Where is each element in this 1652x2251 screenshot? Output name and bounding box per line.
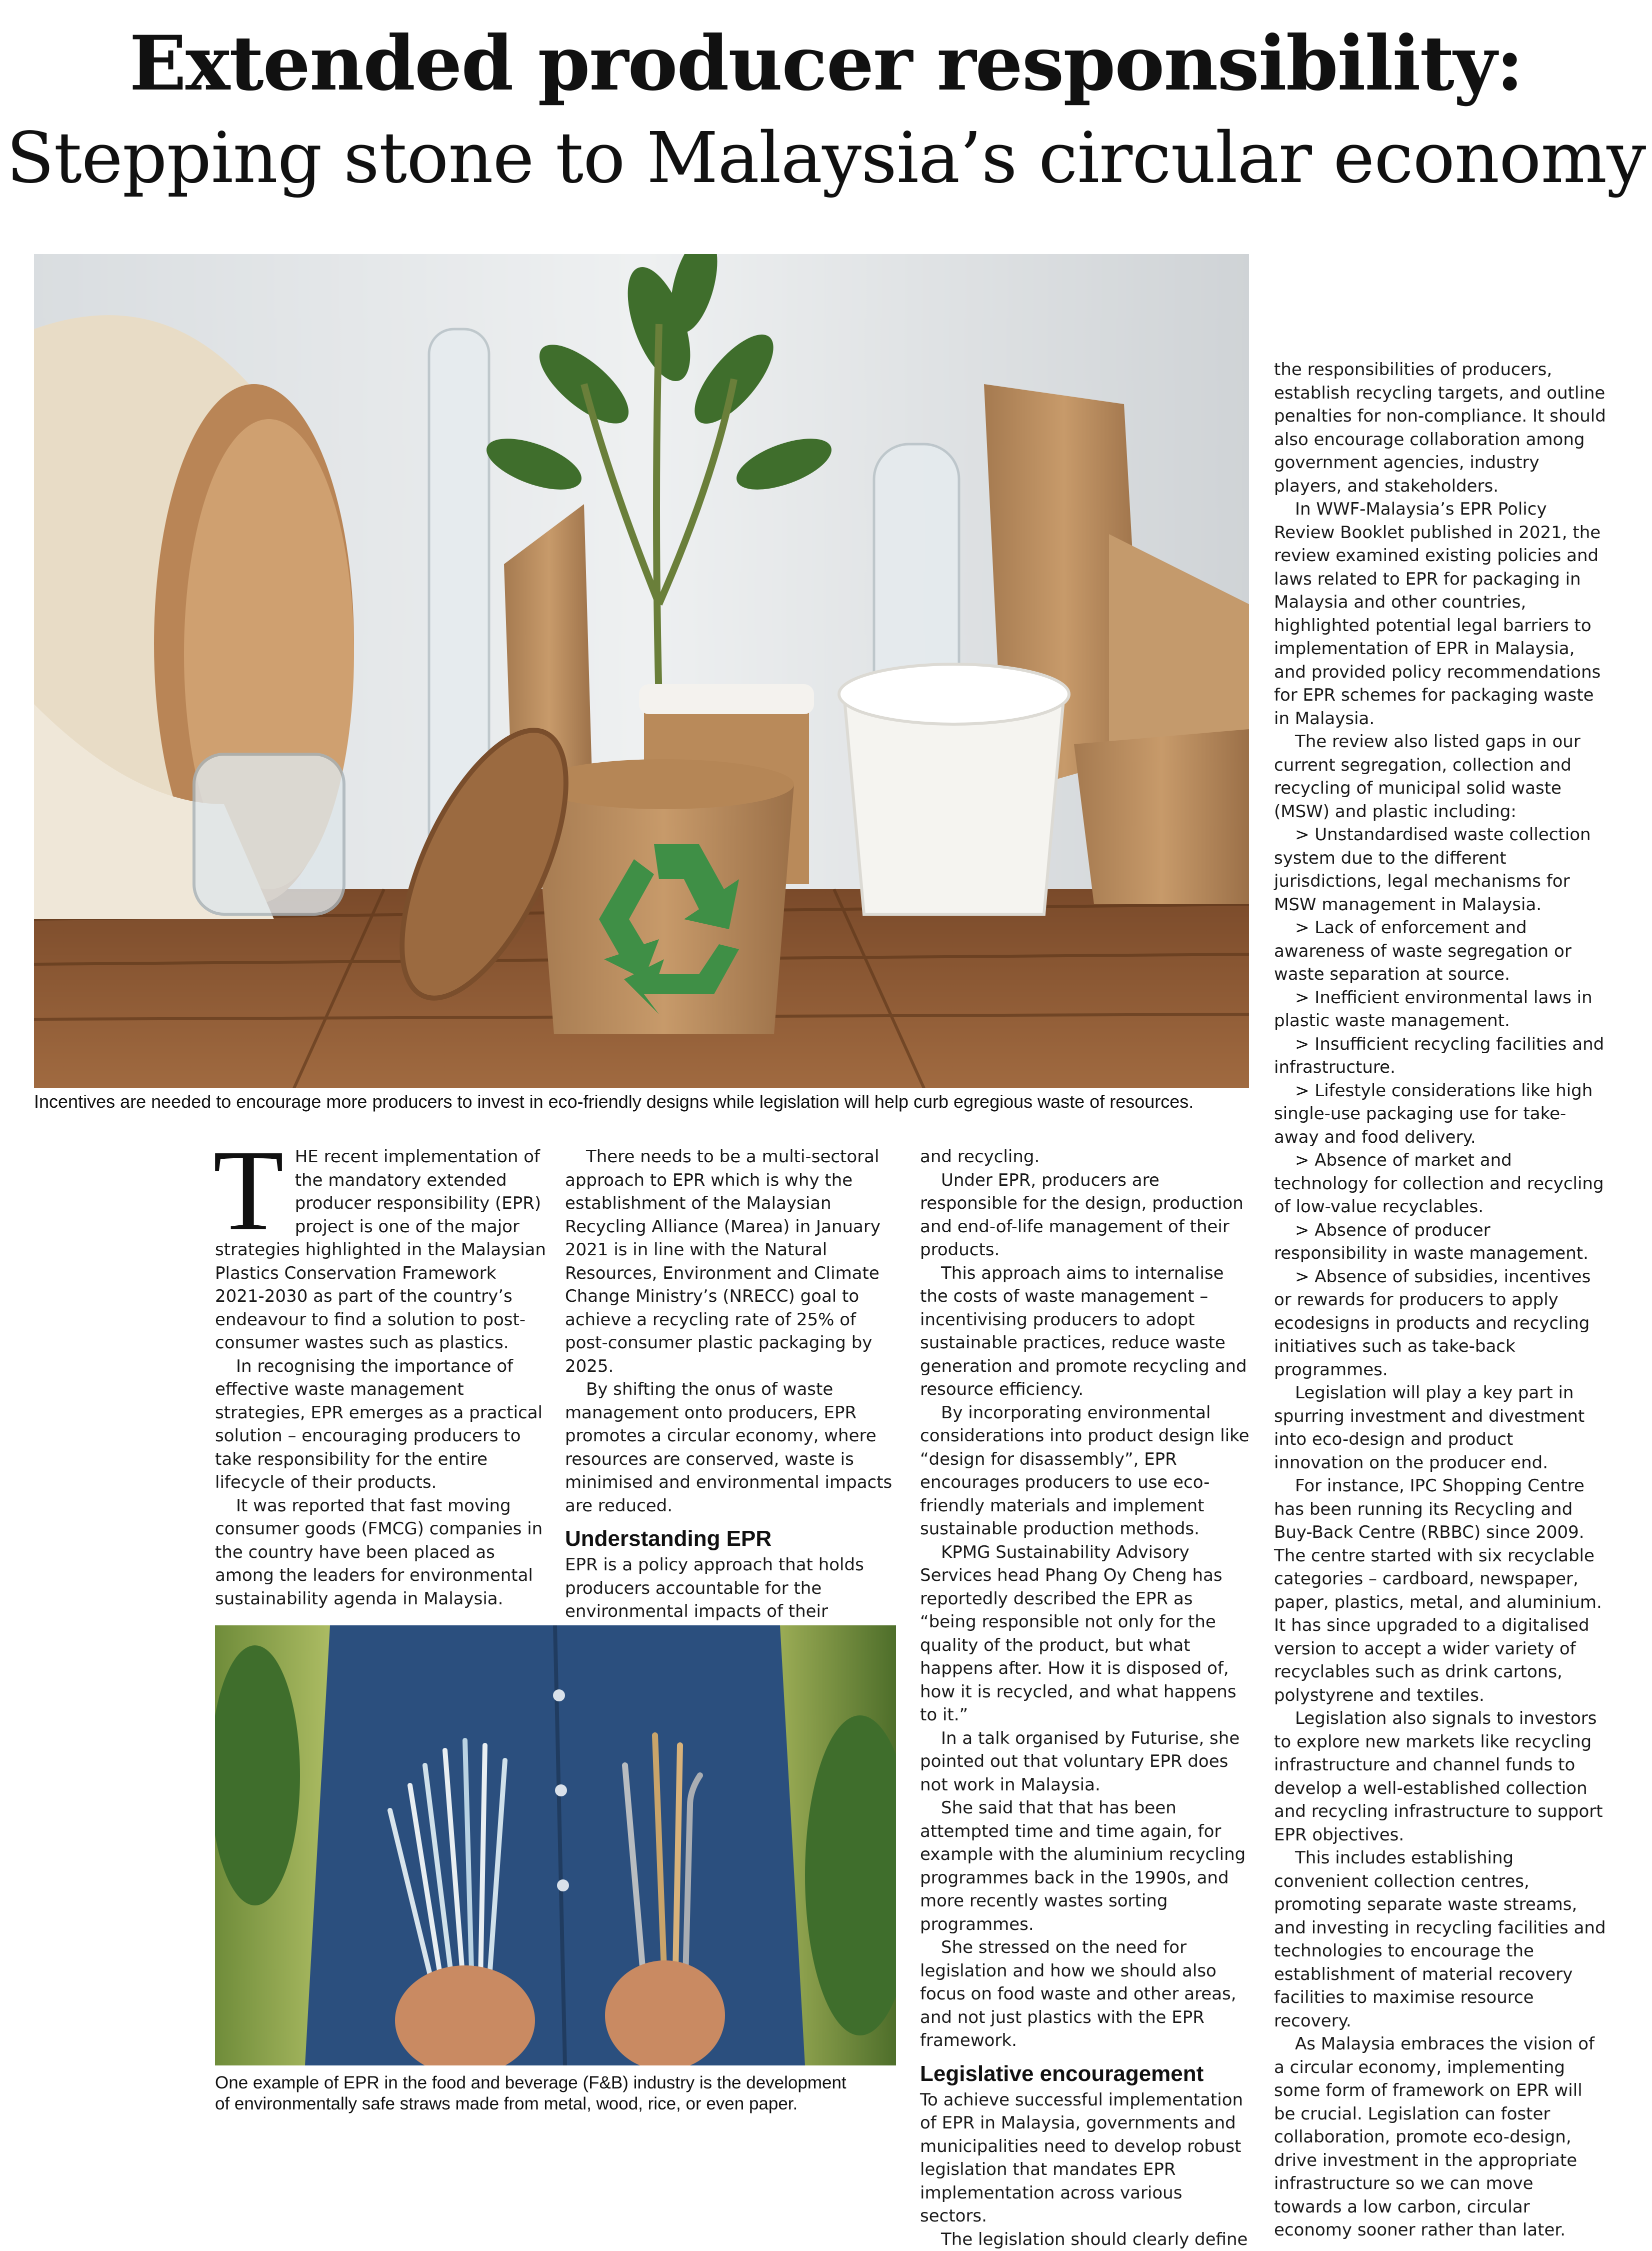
col4-bullet-7: > Absence of producer responsibility in waste management.	[1274, 1219, 1606, 1265]
col3-paragraph-6: She said that that has been attempted time and time again, for example with the aluminium recycling programmes back in the 1990s, and more recently wastes sorting programmes.	[920, 1796, 1250, 1936]
col3-paragraph-5: In a talk organised by Futurise, she pointed out that voluntary EPR does not work in Malaysia.	[920, 1727, 1250, 1797]
col4-bullet-1: > Unstandardised waste collection system due to the different jurisdictions, legal mechanisms for MSW management in Malaysia.	[1274, 823, 1606, 916]
col4-paragraph-3: Legislation will play a key part in spurring investment and divestment into eco-design and product innovation on the producer end.	[1274, 1381, 1606, 1474]
main-photo-illustration	[34, 254, 1249, 1088]
col1-paragraph-2: In recognising the importance of effective waste management strategies, EPR emerges as a practical solution – encouraging producers to take responsibility for the entire lifecycle of their products.	[215, 1355, 548, 1494]
headline-line1: Extended producer responsibility:	[0, 23, 1652, 105]
straw-caption-line-1: One example of EPR in the food and beverage (F&B) industry is the development	[215, 2072, 915, 2093]
col4-bullet-6: > Absence of market and technology for collection and recycling of low-value recyclables.	[1274, 1149, 1606, 1219]
main-photo	[34, 254, 1249, 1088]
col4-bullet-5: > Lifestyle considerations like high single-use packaging use for take-away and food delivery.	[1274, 1079, 1606, 1149]
col3-paragraph-3: By incorporating environmental considerations into product design like “design for disassembly”, EPR encourages producers to use eco-friendly materials and implement sustainable production methods.	[920, 1401, 1250, 1541]
column-1	[215, 1145, 548, 1610]
col3-paragraph-1: Under EPR, producers are responsible for the design, production and end-of-life management of their products.	[920, 1169, 1250, 1262]
col4-bullet-3: > Inefficient environmental laws in plastic waste management.	[1274, 986, 1606, 1033]
col3-paragraph-4: KPMG Sustainability Advisory Services head Phang Oy Cheng has reportedly described the EPR as “being responsible not only for the quality of the product, but what happens after. How it is disposed of, how it is recycled, and what happens to it.”	[920, 1541, 1250, 1727]
col2-paragraph-2: By shifting the onus of waste management onto producers, EPR promotes a circular economy, where resources are conserved, waste is minimised and environmental impacts are reduced.	[565, 1378, 895, 1517]
straw-photo-illustration	[215, 1625, 896, 2065]
drop-cap: T	[213, 1148, 284, 1233]
col4-paragraph-6: This includes establishing convenient collection centres, promoting separate waste streams, and investing in recycling facilities and technologies to encourage the establishment of material recovery facilities to maximise resource recovery.	[1274, 1846, 1606, 2032]
col4-paragraph-4: For instance, IPC Shopping Centre has been running its Recycling and Buy-Back Centre (RBBC) since 2009. The centre started with six recyclable categories – cardboard, newspaper, paper, plastics, metal, and aluminium. It has since upgraded to a digitalised version to accept a wider variety of recyclables such as drink cartons, polystyrene and textiles.	[1274, 1474, 1606, 1707]
col4-bullet-8: > Absence of subsidies, incentives or rewards for producers to apply ecodesigns in products and recycling initiatives such as take-back programmes.	[1274, 1265, 1606, 1382]
straw-caption-line-2: of environmentally safe straws made from metal, wood, rice, or even paper.	[215, 2093, 915, 2114]
column-4	[1274, 358, 1606, 2242]
col3-paragraph-2: This approach aims to internalise the costs of waste management – incentivising producers to adopt sustainable practices, reduce waste generation and promote recycling and resource efficiency.	[920, 1262, 1250, 1401]
straw-photo-caption	[215, 2072, 915, 2114]
col1-paragraph-1: HE recent implementation of the mandatory extended producer responsibility (EPR) project is one of the major strategies highlighted in the Malaysian Plastics Conservation Framework 2021-2030 as part of the country’s endeavour to find a solution to post-consumer wastes such as plastics.	[215, 1145, 548, 1355]
section-heading-understanding-epr: Understanding EPR	[565, 1526, 895, 1551]
straw-photo	[215, 1625, 896, 2065]
col3-paragraph-0: and recycling.	[920, 1145, 1250, 1169]
col4-paragraph-1: In WWF-Malaysia’s EPR Policy Review Booklet published in 2021, the review examined existing policies and laws related to EPR for packaging in Malaysia and other countries, highlighted potential legal barriers to implementation of EPR in Malaysia, and provided policy recommendations for EPR schemes for packaging waste in Malaysia.	[1274, 498, 1606, 730]
col3-paragraph-9: The legislation should clearly define	[920, 2228, 1250, 2251]
col4-paragraph-5: Legislation also signals to investors to explore new markets like recycling infrastructure and channel funds to develop a well-established collection and recycling infrastructure to support EPR objectives.	[1274, 1707, 1606, 1846]
col2-paragraph-1: There needs to be a multi-sectoral approach to EPR which is why the establishment of the Malaysian Recycling Alliance (Marea) in January 2021 is in line with the Natural Resources, Environment and Climate Change Ministry’s (NRECC) goal to achieve a recycling rate of 25% of post-consumer plastic packaging by 2025.	[565, 1145, 895, 1378]
col3-paragraph-7: She stressed on the need for legislation and how we should also focus on food waste and other areas, and not just plastics with the EPR framework.	[920, 1936, 1250, 2052]
col2-paragraph-3: EPR is a policy approach that holds producers accountable for the environmental impacts of their	[565, 1553, 895, 1670]
col1-paragraph-3: It was reported that fast moving consumer goods (FMCG) companies in the country have been placed as among the leaders for environmental sustainability agenda in Malaysia.	[215, 1494, 548, 1611]
col4-paragraph-0: the responsibilities of producers, establish recycling targets, and outline penalties for non-compliance. It should also encourage collaboration among government agencies, industry players, and stakeholders.	[1274, 358, 1606, 498]
col4-bullet-4: > Insufficient recycling facilities and infrastructure.	[1274, 1033, 1606, 1079]
main-photo-caption: Incentives are needed to encourage more producers to invest in eco-friendly designs while legislation will help curb egregious waste of resources.	[34, 1090, 1264, 1113]
col3-paragraph-8: To achieve successful implementation of EPR in Malaysia, governments and municipalities need to develop robust legislation that mandates EPR implementation across various sectors.	[920, 2088, 1250, 2228]
col4-bullet-2: > Lack of enforcement and awareness of waste segregation or waste separation at source.	[1274, 916, 1606, 986]
column-2	[565, 1145, 895, 1670]
column-3	[920, 1145, 1250, 2251]
col4-paragraph-2: The review also listed gaps in our current segregation, collection and recycling of municipal solid waste (MSW) and plastic including:	[1274, 730, 1606, 823]
col4-paragraph-7: As Malaysia embraces the vision of a circular economy, implementing some form of framework on EPR will be crucial. Legislation can foster collaboration, promote eco-design, drive investment in the appropriate infrastructure so we can move towards a low carbon, circular economy sooner rather than later.	[1274, 2032, 1606, 2242]
section-heading-legislative-encouragement: Legislative encouragement	[920, 2061, 1250, 2086]
headline-line2: Stepping stone to Malaysia’s circular economy	[0, 120, 1652, 197]
